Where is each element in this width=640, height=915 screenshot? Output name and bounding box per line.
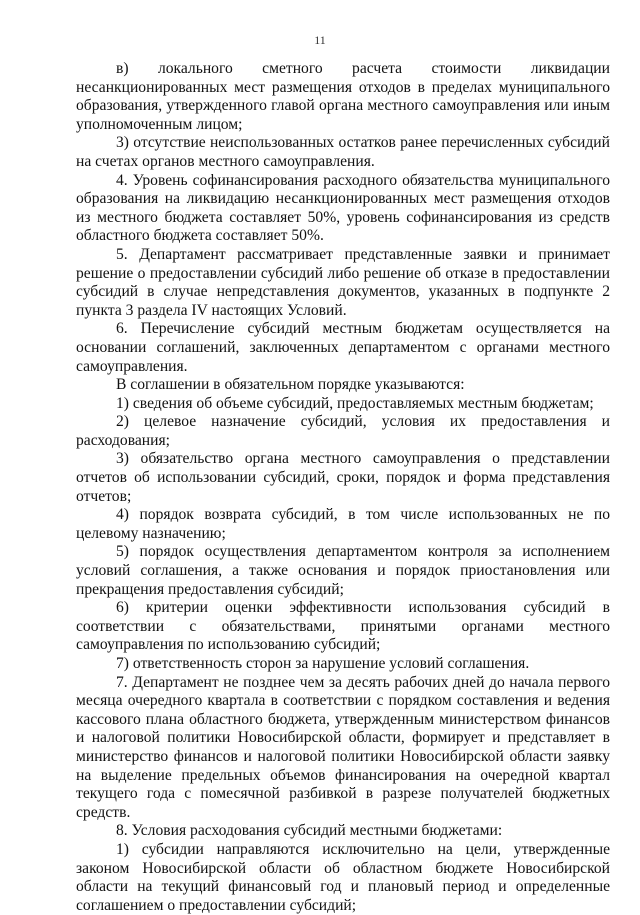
paragraph: 6) критерии оценки эффективности использования субсидий в соответствии с обязательствами, принятыми органами местного самоуправления по использованию субсидий; bbox=[76, 599, 610, 654]
document-body bbox=[76, 60, 610, 915]
paragraph: 7) ответственность сторон за нарушение условий соглашения. bbox=[116, 655, 530, 672]
paragraph: 4. Уровень софинансирования расходного обязательства муниципального образования на ликвидацию несанкционированных мест размещения отходов из местного бюджета составляет 50%, уровень софинансирования из средств областного бюджета составляет 50%. bbox=[76, 171, 610, 245]
paragraph: 3) обязательство органа местного самоуправления о представлении отчетов об использовании субсидий, сроки, порядок и форма представления отчетов; bbox=[76, 450, 610, 505]
paragraph: 1) субсидии направляются исключительно на цели, утвержденные законом Новосибирской области об областном бюджете Новосибирской области на текущий финансовый год и плановый период и определенные соглашением о предоставлении субсидий; bbox=[76, 840, 610, 914]
paragraph: 5) порядок осуществления департаментом контроля за исполнением условий соглашения, а также основания и порядок приостановления или прекращения предоставления субсидий; bbox=[76, 543, 610, 598]
paragraph: 2) целевое назначение субсидий, условия их предоставления и расходования; bbox=[76, 413, 610, 449]
page-number: 11 bbox=[314, 33, 326, 47]
paragraph: 3) отсутствие неиспользованных остатков ранее перечисленных субсидий на счетах органов местного самоуправления. bbox=[76, 134, 610, 170]
paragraph: 7. Департамент не позднее чем за десять рабочих дней до начала первого месяца очередного квартала в соответствии с порядком составления и ведения кассового плана областного бюджета, утвержденным министерством финансов и налоговой политики Новосибирской области, формирует и представляет в министерство финансов и налоговой политики Новосибирской области заявку на выделение предельных объемов финансирования на очередной квартал текущего года с помесячной разбивкой в разрезе получателей бюджетных средств. bbox=[76, 673, 610, 821]
paragraph: В соглашении в обязательном порядке указываются: bbox=[116, 376, 465, 394]
paragraph: в) локального сметного расчета стоимости ликвидации несанкционированных мест размещения отходов в пределах муниципального образования, утвержденного главой органа местного самоуправления или иным уполномоченным лицом; bbox=[76, 60, 610, 133]
paragraph: 6. Перечисление субсидий местным бюджетам осуществляется на основании соглашений, заключенных департаментом с органами местного самоуправления. bbox=[76, 320, 610, 375]
paragraph: 8. Условия расходования субсидий местными бюджетами: bbox=[116, 822, 503, 840]
paragraph: 1) сведения об объеме субсидий, предоставляемых местным бюджетам; bbox=[116, 394, 594, 412]
paragraph: 5. Департамент рассматривает представленные заявки и принимает решение о предоставлении субсидий либо решение об отказе в предоставлении субсидий в случае непредставления документов, указанных в подпункте 2 пункта 3 раздела IV настоящих Условий. bbox=[76, 245, 610, 319]
paragraph: 4) порядок возврата субсидий, в том числе использованных не по целевому назначению; bbox=[76, 506, 610, 542]
